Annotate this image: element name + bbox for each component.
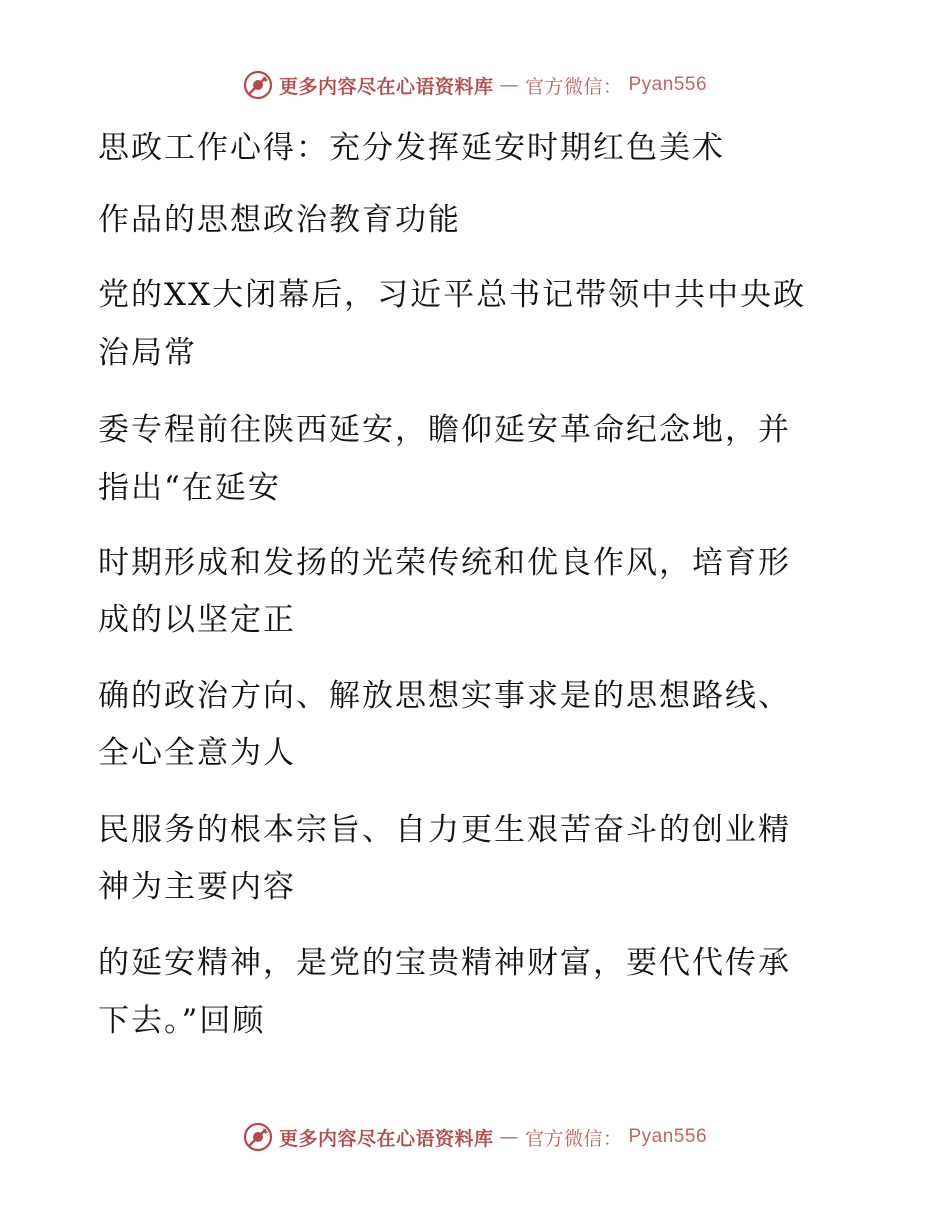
paragraph-line: 全心全意为人 xyxy=(98,735,296,771)
paragraph-line: 党的XX大闭幕后，习近平总书记带领中共中央政 xyxy=(98,277,807,313)
watermark-official-label: 官方微信： xyxy=(524,1127,623,1150)
paragraph-line: 的延安精神，是党的宝贵精神财富，要代代传承 xyxy=(98,945,791,981)
footer-watermark xyxy=(0,1122,950,1152)
watermark-brand: 更多内容尽在心语资料库 xyxy=(278,1127,494,1150)
logo-icon xyxy=(243,1122,273,1152)
watermark-brand: 更多内容尽在心语资料库 xyxy=(278,75,494,98)
paragraph-line: 确的政治方向、解放思想实事求是的思想路线、 xyxy=(98,678,791,714)
document-title-line-1: 思政工作心得：充分发挥延安时期红色美术 xyxy=(98,130,725,166)
paragraph-line: 委专程前往陕西延安，瞻仰延安革命纪念地，并 xyxy=(98,412,791,448)
header-watermark xyxy=(0,70,950,100)
watermark-wechat-id: Pyan556 xyxy=(628,1126,708,1147)
watermark-official-label: 官方微信： xyxy=(524,75,623,98)
paragraph-line: 神为主要内容 xyxy=(98,869,296,905)
paragraph-line: 时期形成和发扬的光荣传统和优良作风，培育形 xyxy=(98,545,791,581)
paragraph-line: 指出“在延安 xyxy=(98,470,281,506)
watermark-separator: — xyxy=(499,1126,519,1148)
document-title-line-2: 作品的思想政治教育功能 xyxy=(98,202,461,238)
logo-icon xyxy=(243,70,273,100)
paragraph-line: 下去。”回顾 xyxy=(98,1003,266,1039)
paragraph-line: 成的以坚定正 xyxy=(98,602,296,638)
paragraph-line: 治局常 xyxy=(98,335,197,371)
watermark-wechat-id: Pyan556 xyxy=(628,74,708,95)
watermark-separator: — xyxy=(499,74,519,96)
paragraph-line: 民服务的根本宗旨、自力更生艰苦奋斗的创业精 xyxy=(98,812,791,848)
